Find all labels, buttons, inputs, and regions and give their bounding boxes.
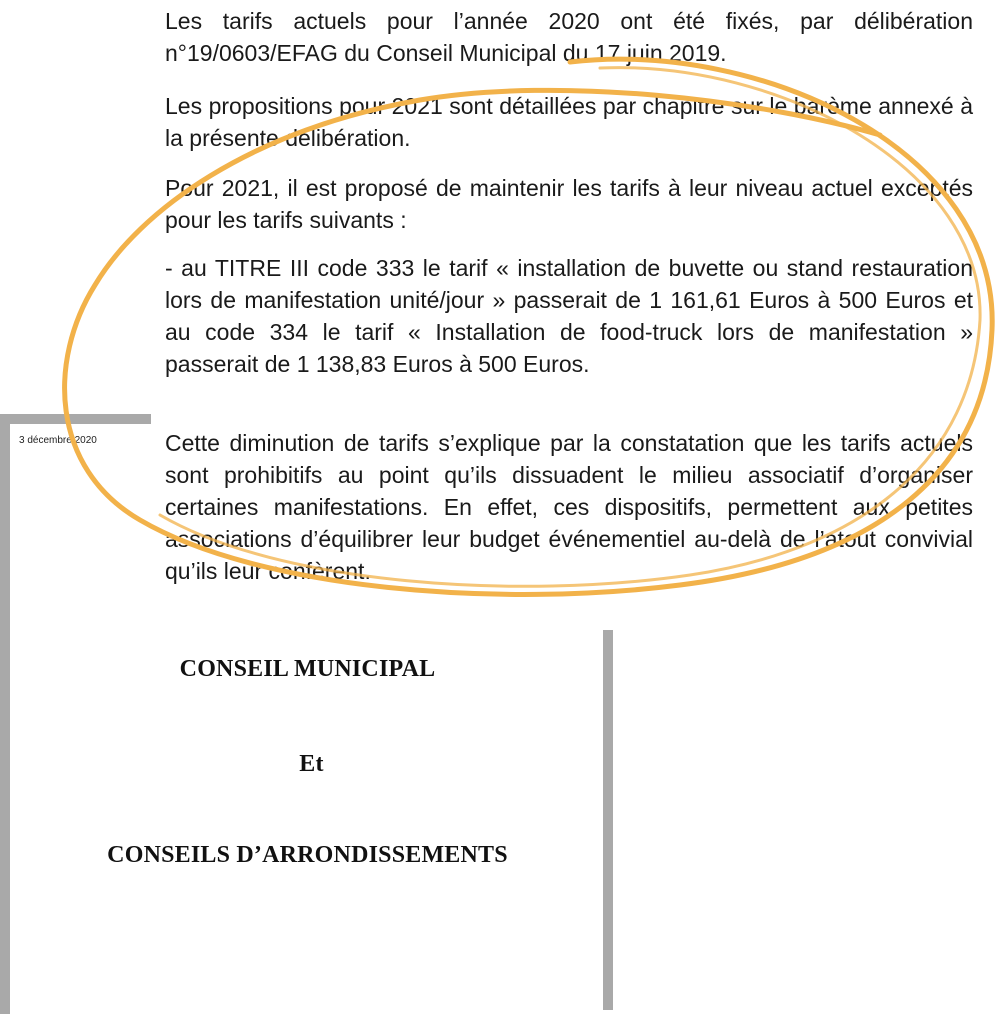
paragraph-propositions-2021: Les propositions pour 2021 sont détaillées par chapitre sur le barème annexé à la présente délibération. [165,93,973,151]
page-date: 3 décembre 2020 [19,435,97,446]
page-edge-top [0,414,152,424]
paragraph-maintien-tarifs: Pour 2021, il est proposé de maintenir les tarifs à leur niveau actuel exceptés pour les tarifs suivants : [165,175,973,233]
text-excerpt [151,0,981,625]
paragraph-diminution-tarifs: Cette diminution de tarifs s’explique par la constatation que les tarifs actuels sont prohibitifs au point qu’ils dissuadent le milieu associatif d’organiser certaines manifestations. En effet, ces dispositifs, permettent aux petites associations d’équilibrer leur budget événementiel au-delà de l’atout convivial qu’ils leur confèrent. [165,430,973,584]
title-conseil-municipal: CONSEIL MUNICIPAL [179,656,436,682]
paragraph-tarifs-2020: Les tarifs actuels pour l’année 2020 ont été fixés, par délibération n°19/0603/EFAG du Conseil Municipal du 17 juin 2019. [165,8,973,66]
page-edge-left [0,414,10,1014]
title-et: Et [299,751,324,777]
page-edge-right [603,630,613,1010]
title-conseils-arrondissements: CONSEILS D’ARRONDISSEMENTS [107,842,508,868]
paragraph-titre-iii: - au TITRE III code 333 le tarif « installation de buvette ou stand restauration lors de manifestation unité/jour » passerait de 1 161,61 Euros à 500 Euros et au code 334 le tarif « Installation de food-truck lors de manifestation » passerait de 1 138,83 Euros à 500 Euros. [165,255,973,377]
